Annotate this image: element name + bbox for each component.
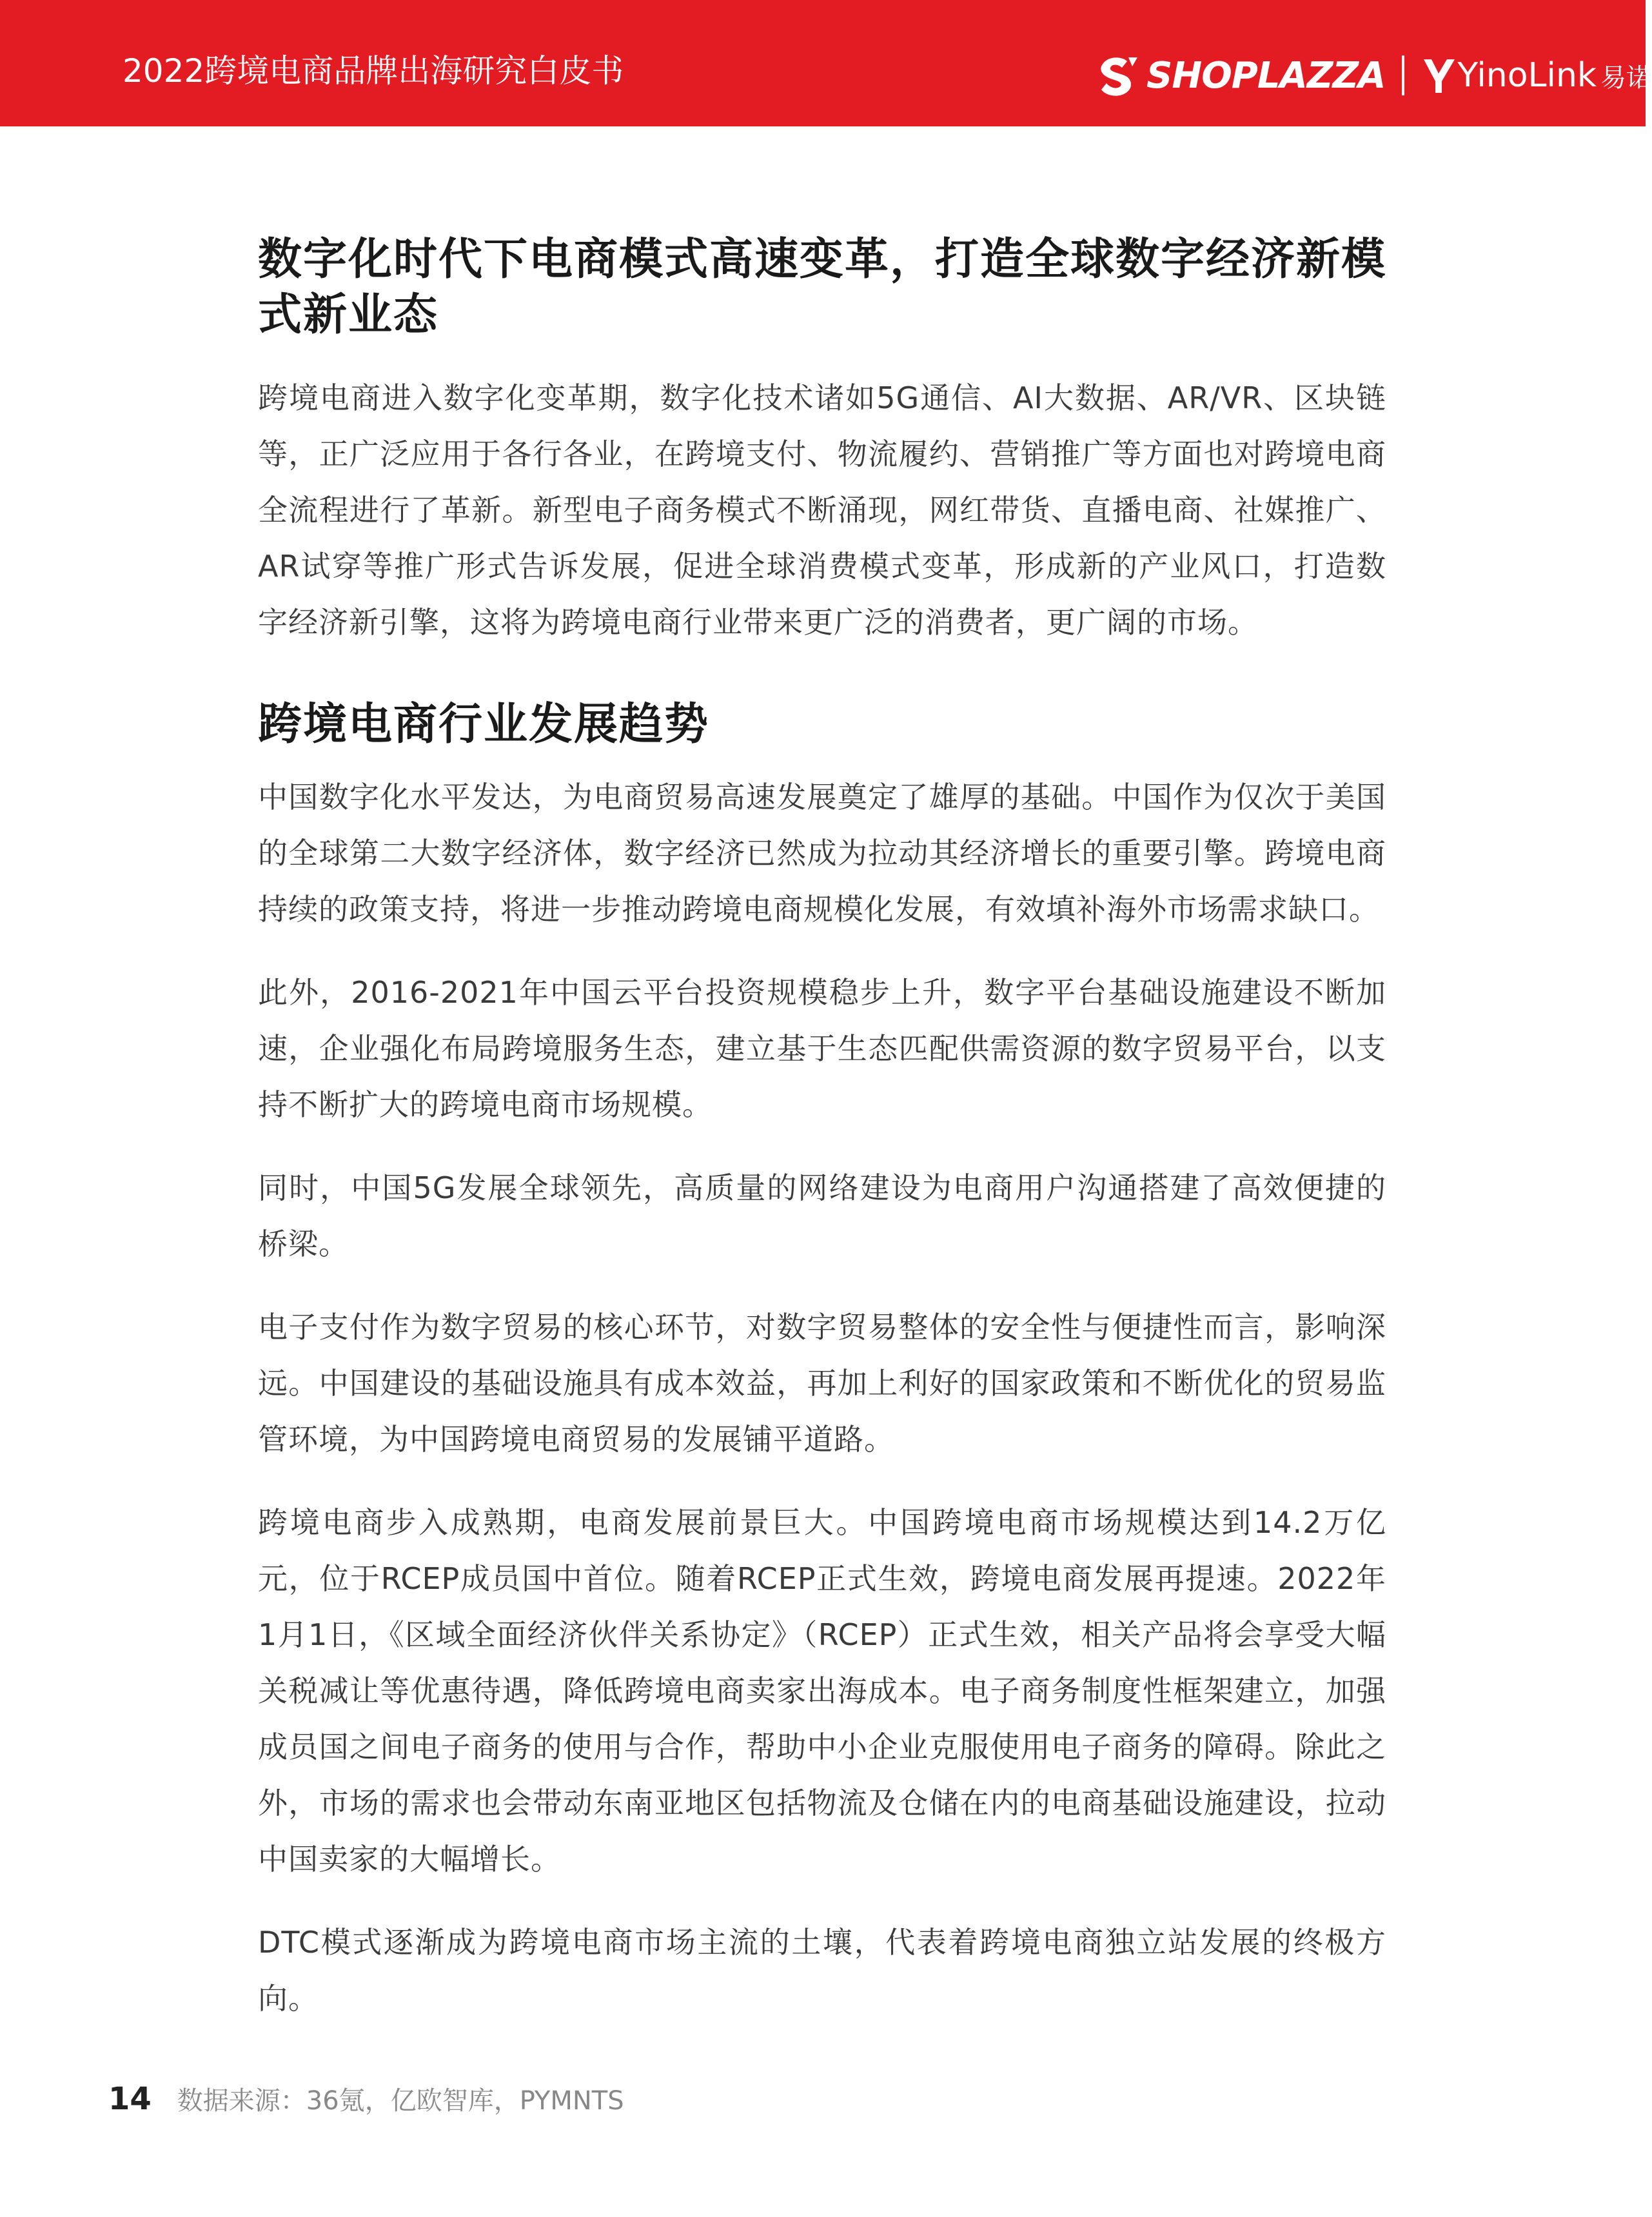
yinolink-wordmark: YinoLink	[1457, 56, 1597, 95]
page-header	[0, 0, 1652, 126]
yinolink-mark-icon	[1421, 55, 1456, 95]
shoplazza-wordmark: SHOPLAZZA	[1146, 54, 1386, 97]
shoplazza-logo	[1096, 54, 1385, 97]
paragraph: 同时，中国5G发展全球领先，高质量的网络建设为电商用户沟通搭建了高效便捷的桥梁。	[258, 1170, 1386, 1261]
partner-logos	[1096, 46, 1652, 104]
paragraph: 此外，2016-2021年中国云平台投资规模稳步上升，数字平台基础设施建设不断加速，企业强化布局跨境服务生态，建立基于生态匹配供需资源的数字贸易平台，以支持不断扩大的跨境电商市场规模。	[258, 975, 1386, 1122]
section-heading-industry-trends: 跨境电商行业发展趋势	[258, 699, 710, 750]
logo-divider	[1402, 55, 1404, 95]
yinolink-chinese-name: 易诺	[1600, 63, 1652, 93]
page-footer	[108, 2080, 624, 2117]
main-content	[258, 232, 1386, 2027]
paragraph: DTC模式逐渐成为跨境电商市场主流的土壤，代表着跨境电商独立站发展的终极方向。	[258, 1925, 1386, 2016]
page-number: 14	[108, 2081, 152, 2117]
document-title: 2022跨境电商品牌出海研究白皮书	[123, 52, 624, 90]
yinolink-logo	[1421, 55, 1652, 95]
paragraph: 电子支付作为数字贸易的核心环节，对数字贸易整体的安全性与便捷性而言，影响深远。中国建设的基础设施具有成本效益，再加上利好的国家政策和不断优化的贸易监管环境，为中国跨境电商贸易的发展铺平道路。	[258, 1310, 1386, 1457]
paragraph: 中国数字化水平发达，为电商贸易高速发展奠定了雄厚的基础。中国作为仅次于美国的全球第二大数字经济体，数字经济已然成为拉动其经济增长的重要引擎。跨境电商持续的政策支持，将进一步推动跨境电商规模化发展，有效填补海外市场需求缺口。	[258, 780, 1386, 927]
shoplazza-mark-icon	[1096, 54, 1140, 97]
section-heading-digital-era: 数字化时代下电商模式高速变革，打造全球数字经济新模式新业态	[258, 234, 1387, 340]
paragraph: 跨境电商进入数字化变革期，数字化技术诸如5G通信、AI大数据、AR/VR、区块链等，正广泛应用于各行各业，在跨境支付、物流履约、营销推广等方面也对跨境电商全流程进行了革新。新型电子商务模式不断涌现，网红带货、直播电商、社媒推广、AR试穿等推广形式告诉发展，促进全球消费模式变革，形成新的产业风口，打造数字经济新引擎，这将为跨境电商行业带来更广泛的消费者，更广阔的市场。	[258, 380, 1386, 640]
data-source-note: 数据来源：36氪，亿欧智库，PYMNTS	[177, 2086, 624, 2116]
paragraph: 跨境电商步入成熟期，电商发展前景巨大。中国跨境电商市场规模达到14.2万亿元，位于RCEP成员国中首位。随着RCEP正式生效，跨境电商发展再提速。2022年1月1日，《区域全面经济伙伴关系协定》（RCEP）正式生效，相关产品将会享受大幅关税减让等优惠待遇，降低跨境电商卖家出海成本。电子商务制度性框架建立，加强成员国之间电子商务的使用与合作，帮助中小企业克服使用电子商务的障碍。除此之外，市场的需求也会带动东南亚地区包括物流及仓储在内的电商基础设施建设，拉动中国卖家的大幅增长。	[258, 1505, 1386, 1877]
